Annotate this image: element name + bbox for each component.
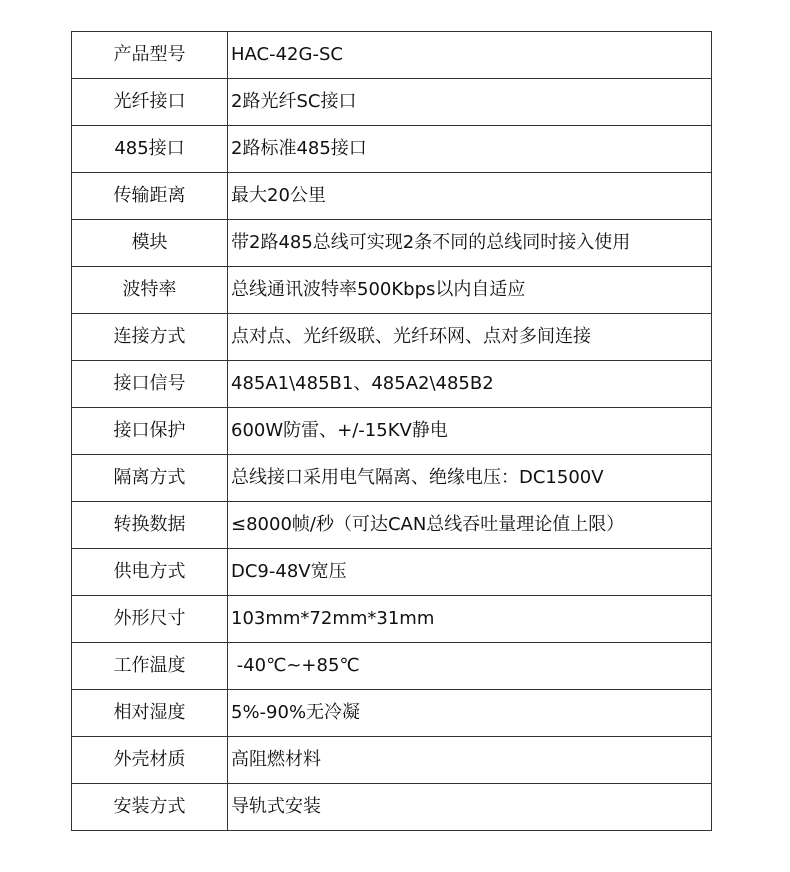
table-row — [72, 455, 712, 502]
spec-value: 485A1\485B1、485A2\485B2 — [228, 361, 712, 408]
table-row — [72, 173, 712, 220]
spec-value: 总线通讯波特率500Kbps以内自适应 — [228, 267, 712, 314]
spec-label: 模块 — [72, 220, 228, 267]
spec-label: 接口信号 — [72, 361, 228, 408]
spec-label: 波特率 — [72, 267, 228, 314]
spec-label: 隔离方式 — [72, 455, 228, 502]
spec-value: 点对点、光纤级联、光纤环网、点对多间连接 — [228, 314, 712, 361]
spec-label: 传输距离 — [72, 173, 228, 220]
table-row — [72, 643, 712, 690]
table-row — [72, 596, 712, 643]
table-row — [72, 361, 712, 408]
spec-value: DC9-48V宽压 — [228, 549, 712, 596]
spec-label: 相对湿度 — [72, 690, 228, 737]
spec-table — [71, 31, 712, 831]
table-row — [72, 314, 712, 361]
table-row — [72, 737, 712, 784]
spec-value: 103mm*72mm*31mm — [228, 596, 712, 643]
spec-value: ≤8000帧/秒（可达CAN总线吞吐量理论值上限） — [228, 502, 712, 549]
spec-value: 导轨式安装 — [228, 784, 712, 831]
spec-label: 485接口 — [72, 126, 228, 173]
spec-value: HAC-42G-SC — [228, 32, 712, 79]
spec-value: -40℃~+85℃ — [228, 643, 712, 690]
spec-label: 安装方式 — [72, 784, 228, 831]
spec-table-body — [72, 32, 712, 831]
spec-value: 最大20公里 — [228, 173, 712, 220]
spec-value: 600W防雷、+/-15KV静电 — [228, 408, 712, 455]
spec-value: 高阻燃材料 — [228, 737, 712, 784]
table-row — [72, 220, 712, 267]
table-row — [72, 502, 712, 549]
spec-label: 连接方式 — [72, 314, 228, 361]
table-row — [72, 126, 712, 173]
spec-value: 2路标准485接口 — [228, 126, 712, 173]
spec-value: 总线接口采用电气隔离、绝缘电压：DC1500V — [228, 455, 712, 502]
table-row — [72, 690, 712, 737]
spec-label: 供电方式 — [72, 549, 228, 596]
table-row — [72, 267, 712, 314]
table-row — [72, 408, 712, 455]
spec-label: 工作温度 — [72, 643, 228, 690]
spec-label: 光纤接口 — [72, 79, 228, 126]
spec-label: 转换数据 — [72, 502, 228, 549]
spec-label: 外壳材质 — [72, 737, 228, 784]
table-row — [72, 549, 712, 596]
spec-value: 2路光纤SC接口 — [228, 79, 712, 126]
spec-label: 外形尺寸 — [72, 596, 228, 643]
spec-label: 接口保护 — [72, 408, 228, 455]
spec-value: 5%-90%无冷凝 — [228, 690, 712, 737]
spec-value: 带2路485总线可实现2条不同的总线同时接入使用 — [228, 220, 712, 267]
spec-label: 产品型号 — [72, 32, 228, 79]
table-row — [72, 32, 712, 79]
table-row — [72, 79, 712, 126]
table-row — [72, 784, 712, 831]
